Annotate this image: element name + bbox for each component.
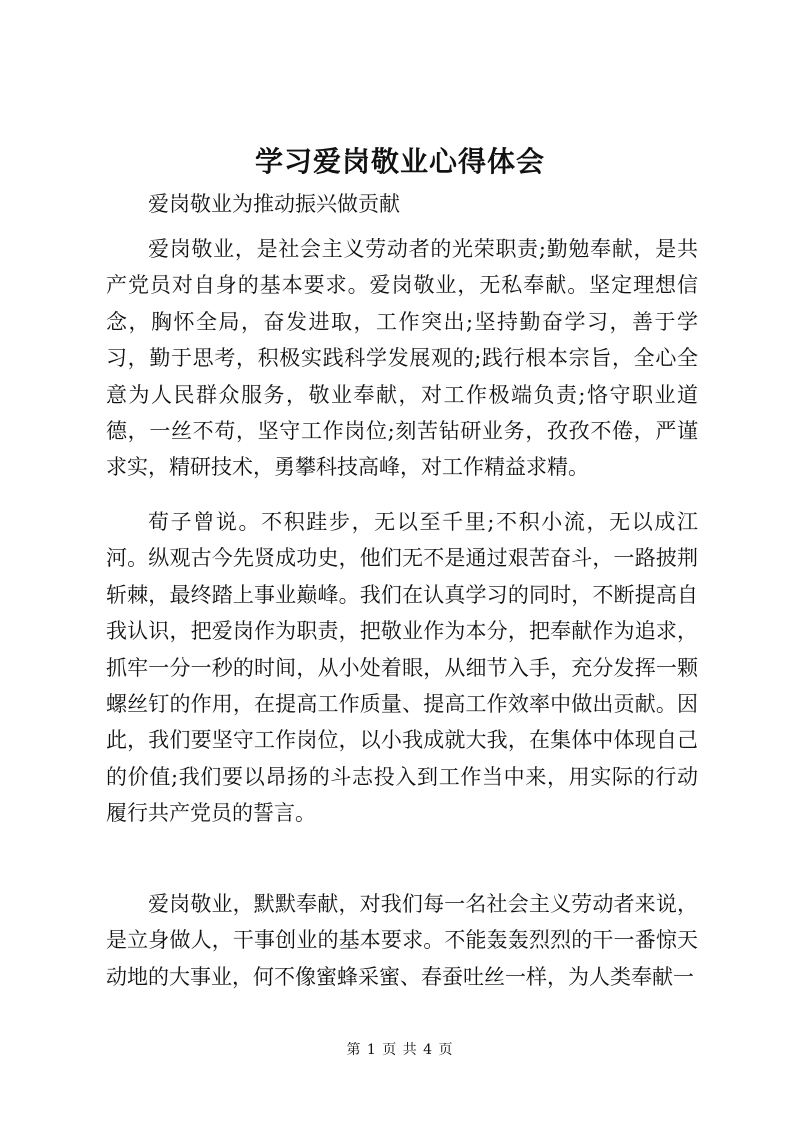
page-footer: 第 1 页 共 4 页 <box>346 1042 454 1058</box>
paragraph-1: 爱岗敬业，是社会主义劳动者的光荣职责;勤勉奉献，是共产党员对自身的基本要求。爱岗敬业，无私奉献。坚定理想信念，胸怀全局，奋发进取，工作突出;坚持勤奋学习，善于学习，勤于思考，积极实践科学发展观的;践行根本宗旨，全心全意为人民群众服务，敬业奉献，对工作极端负责;恪守职业道德，一丝不苟，坚守工作岗位;刻苦钻研业务，孜孜不倦，严谨求实，精研技术，勇攀科技高峰，对工作精益求精。 <box>106 237 698 480</box>
paragraph-2: 荀子曾说。不积跬步，无以至千里;不积小流，无以成江河。纵观古今先贤成功史，他们无不是通过艰苦奋斗，一路披荆斩棘，最终踏上事业巅峰。我们在认真学习的同时，不断提高自我认识，把爱岗作为职责，把敬业作为本分，把奉献作为追求，抓牢一分一秒的时间，从小处着眼，从细节入手，充分发挥一颗螺丝钉的作用，在提高工作质量、提高工作效率中做出贡献。因此，我们要坚守工作岗位，以小我成就大我，在集体中体现自己的价值;我们要以昂扬的斗志投入到工作当中来，用实际的行动履行共产党员的誓言。 <box>106 510 698 826</box>
paragraph-3: 爱岗敬业，默默奉献，对我们每一名社会主义劳动者来说，是立身做人，干事创业的基本要求。不能轰轰烈烈的干一番惊天动地的大事业，何不像蜜蜂采蜜、春蚕吐丝一样，为人类奉献一 <box>106 892 698 989</box>
document-subtitle: 爱岗敬业为推动振兴做贡献 <box>148 192 400 216</box>
page-title: 学习爱岗敬业心得体会 <box>254 145 545 178</box>
